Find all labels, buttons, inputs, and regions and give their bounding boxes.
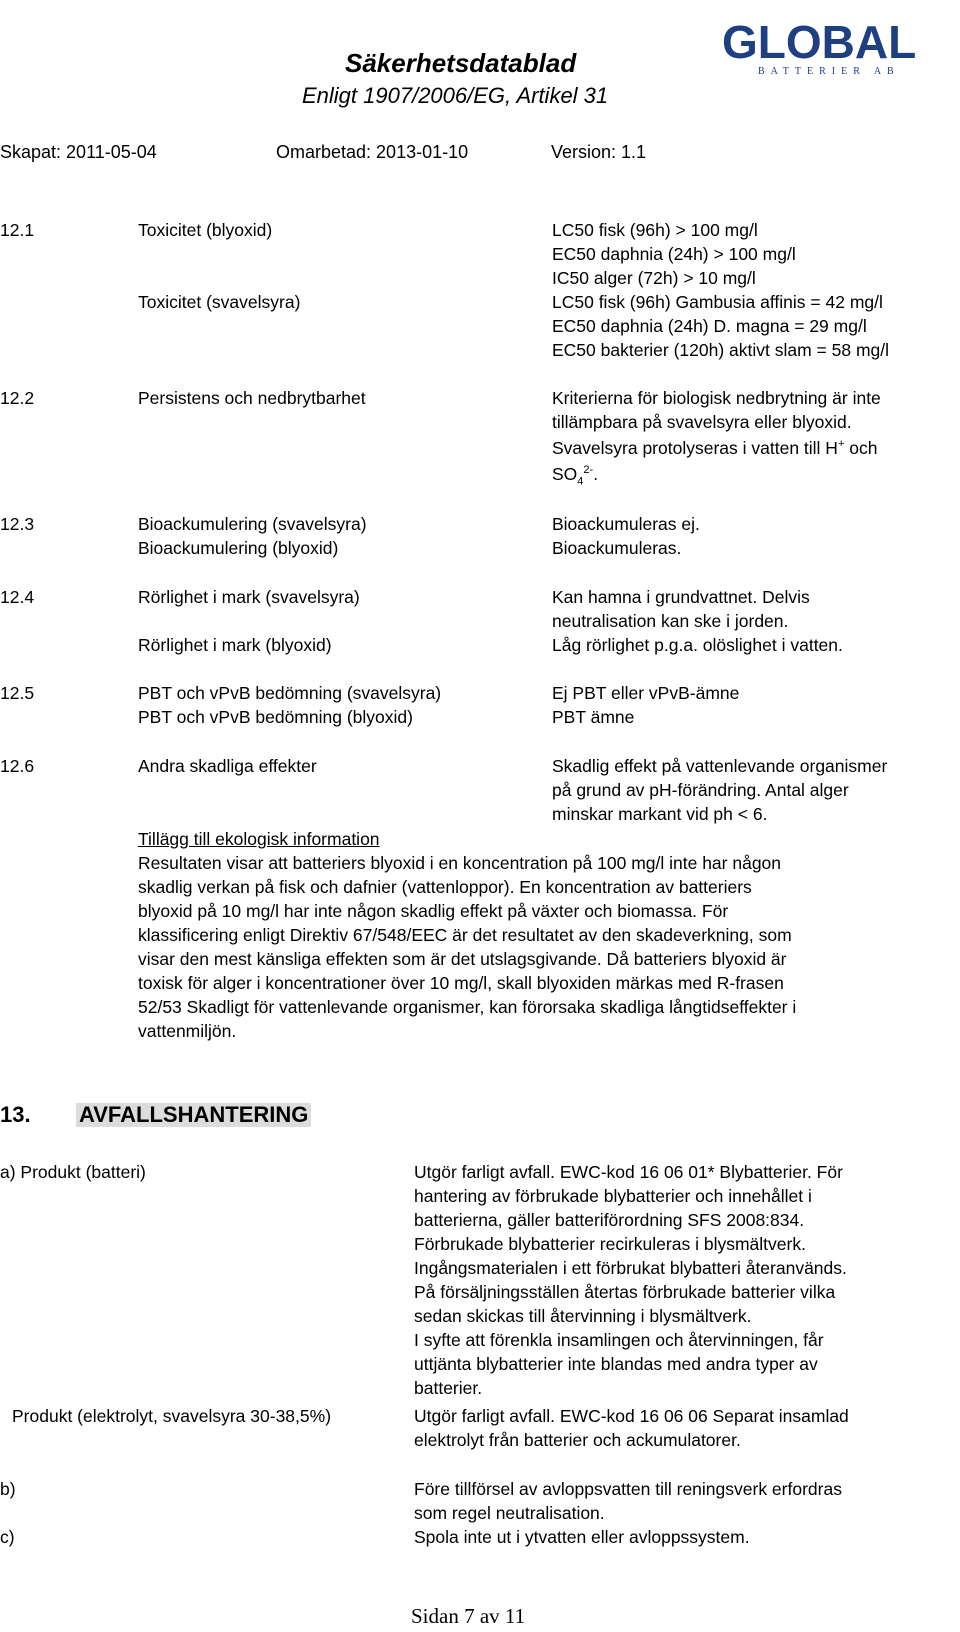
toxicity-value: EC50 daphnia (24h) D. magna = 29 mg/l bbox=[552, 316, 867, 336]
waste-product-battery-label: a) Produkt (batteri) bbox=[0, 1162, 146, 1182]
toxicity-value: LC50 fisk (96h) Gambusia affinis = 42 mg/l bbox=[552, 292, 883, 312]
eco-info-heading: Tillägg till ekologisk information bbox=[138, 829, 380, 849]
other-effects-value: Skadlig effekt på vattenlevande organismer bbox=[552, 756, 888, 776]
persistence-text: tillämpbara på svavelsyra eller blyoxid. bbox=[552, 412, 852, 432]
eco-info-line: Resultaten visar att batteriers blyoxid i en koncentration på 100 mg/l inte har någon bbox=[138, 853, 782, 873]
waste-text-line: Före tillförsel av avloppsvatten till reningsverk erfordras bbox=[414, 1479, 842, 1499]
section-12-6-number: 12.6 bbox=[0, 756, 35, 776]
mobility-value: Kan hamna i grundvattnet. Delvis bbox=[552, 587, 810, 607]
other-effects-value: minskar markant vid ph < 6. bbox=[552, 804, 768, 824]
eco-info-line: blyoxid på 10 mg/l har inte någon skadlig effekt på växter och biomassa. För bbox=[138, 901, 729, 921]
mobility-value: neutralisation kan ske i jorden. bbox=[552, 611, 789, 631]
created-date: Skapat: 2011-05-04 bbox=[0, 142, 157, 162]
section-13-number: 13. bbox=[0, 1102, 31, 1127]
persistence-label: Persistens och nedbrytbarhet bbox=[138, 388, 366, 408]
waste-text-line: Ingångsmaterialen i ett förbrukat blybatteri återanvänds. bbox=[414, 1258, 847, 1278]
waste-text-line: I syfte att förenkla insamlingen och återvinningen, får bbox=[414, 1330, 824, 1350]
document-subtitle: Enligt 1907/2006/EG, Artikel 31 bbox=[302, 83, 609, 108]
section-12-2-number: 12.2 bbox=[0, 388, 35, 408]
waste-text-line: hantering av förbrukade blybatterier och innehållet i bbox=[414, 1186, 812, 1206]
toxicity-value: IC50 alger (72h) > 10 mg/l bbox=[552, 268, 756, 288]
waste-product-electrolyte-label: Produkt (elektrolyt, svavelsyra 30-38,5%) bbox=[12, 1406, 332, 1426]
eco-info-line: visar den mest känsliga effekten som är det utslagsgivande. Då batteriers blyoxid är bbox=[138, 949, 787, 969]
company-logo bbox=[722, 14, 944, 76]
section-12-5-number: 12.5 bbox=[0, 683, 35, 703]
version: Version: 1.1 bbox=[551, 142, 647, 162]
pbt-value: PBT ämne bbox=[552, 707, 635, 727]
document-title: Säkerhetsdatablad bbox=[345, 48, 577, 78]
eco-info-line: skadlig verkan på fisk och dafnier (vattenloppor). En koncentration av batteriers bbox=[138, 877, 752, 897]
waste-item-c-label: c) bbox=[0, 1527, 15, 1547]
toxicity-value: LC50 fisk (96h) > 100 mg/l bbox=[552, 220, 758, 240]
page-number: Sidan 7 av 11 bbox=[411, 1604, 526, 1628]
other-effects-label: Andra skadliga effekter bbox=[138, 756, 317, 776]
mobility-label: Rörlighet i mark (blyoxid) bbox=[138, 635, 332, 655]
logo-wordmark: GLOBAL bbox=[722, 16, 917, 68]
bioaccumulation-value: Bioackumuleras ej. bbox=[552, 514, 700, 534]
waste-text-line: Spola inte ut i ytvatten eller avloppssystem. bbox=[414, 1527, 750, 1547]
mobility-label: Rörlighet i mark (svavelsyra) bbox=[138, 587, 360, 607]
waste-text-line: batterierna, gäller batteriförordning SFS 2008:834. bbox=[414, 1210, 805, 1230]
waste-text-line: Förbrukade blybatterier recirkuleras i blysmältverk. bbox=[414, 1234, 806, 1254]
revised-date: Omarbetad: 2013-01-10 bbox=[276, 142, 469, 162]
toxicity-sulfuric-acid-label: Toxicitet (svavelsyra) bbox=[138, 292, 301, 312]
waste-text-line: Utgör farligt avfall. EWC-kod 16 06 06 Separat insamlad bbox=[414, 1406, 849, 1426]
persistence-text: Kriterierna för biologisk nedbrytning är inte bbox=[552, 388, 881, 408]
persistence-formula: $SO_4^{2-}$. bbox=[552, 464, 599, 488]
toxicity-value: EC50 bakterier (120h) aktivt slam = 58 mg/l bbox=[552, 340, 890, 360]
section-13-title: AVFALLSHANTERING bbox=[76, 1103, 311, 1127]
bioaccumulation-label: Bioackumulering (blyoxid) bbox=[138, 538, 339, 558]
other-effects-value: på grund av pH-förändring. Antal alger bbox=[552, 780, 849, 800]
waste-text-line: På försäljningsställen återtas förbrukade batterier vilka bbox=[414, 1282, 836, 1302]
waste-text-line: uttjänta blybatterier inte blandas med andra typer av bbox=[414, 1354, 818, 1374]
bioaccumulation-label: Bioackumulering (svavelsyra) bbox=[138, 514, 367, 534]
eco-info-line: vattenmiljön. bbox=[138, 1021, 237, 1041]
eco-info-line: klassificering enligt Direktiv 67/548/EEC är det resultatet av den skadeverkning, som bbox=[138, 925, 792, 945]
waste-text-line: sedan skickas till återvinning i blysmältverk. bbox=[414, 1306, 752, 1326]
waste-text-line: som regel neutralisation. bbox=[414, 1503, 605, 1523]
pbt-label: PBT och vPvB bedömning (blyoxid) bbox=[138, 707, 413, 727]
eco-info-line: 52/53 Skadligt för vattenlevande organismer, kan förorsaka skadliga långtidseffekter i bbox=[138, 997, 797, 1017]
bioaccumulation-value: Bioackumuleras. bbox=[552, 538, 682, 558]
section-12-3-number: 12.3 bbox=[0, 514, 35, 534]
eco-info-line: toxisk för alger i koncentrationer över 10 mg/l, skall blyoxiden märkas med R-frasen bbox=[138, 973, 784, 993]
persistence-text: Svavelsyra protolyseras i vatten till H+ och bbox=[552, 438, 878, 458]
pbt-value: Ej PBT eller vPvB-ämne bbox=[552, 683, 740, 703]
waste-text-line: Utgör farligt avfall. EWC-kod 16 06 01* Blybatterier. För bbox=[414, 1162, 843, 1182]
mobility-value: Låg rörlighet p.g.a. olöslighet i vatten. bbox=[552, 635, 843, 655]
waste-text-line: elektrolyt från batterier och ackumulatorer. bbox=[414, 1430, 741, 1450]
waste-text-line: batterier. bbox=[414, 1378, 483, 1398]
section-12-4-number: 12.4 bbox=[0, 587, 35, 607]
section-12-1-number: 12.1 bbox=[0, 220, 35, 240]
logo-subtext: BATTERIER AB bbox=[758, 66, 900, 76]
toxicity-lead-oxide-label: Toxicitet (blyoxid) bbox=[138, 220, 273, 240]
waste-item-b-label: b) bbox=[0, 1479, 16, 1499]
pbt-label: PBT och vPvB bedömning (svavelsyra) bbox=[138, 683, 442, 703]
toxicity-value: EC50 daphnia (24h) > 100 mg/l bbox=[552, 244, 796, 264]
